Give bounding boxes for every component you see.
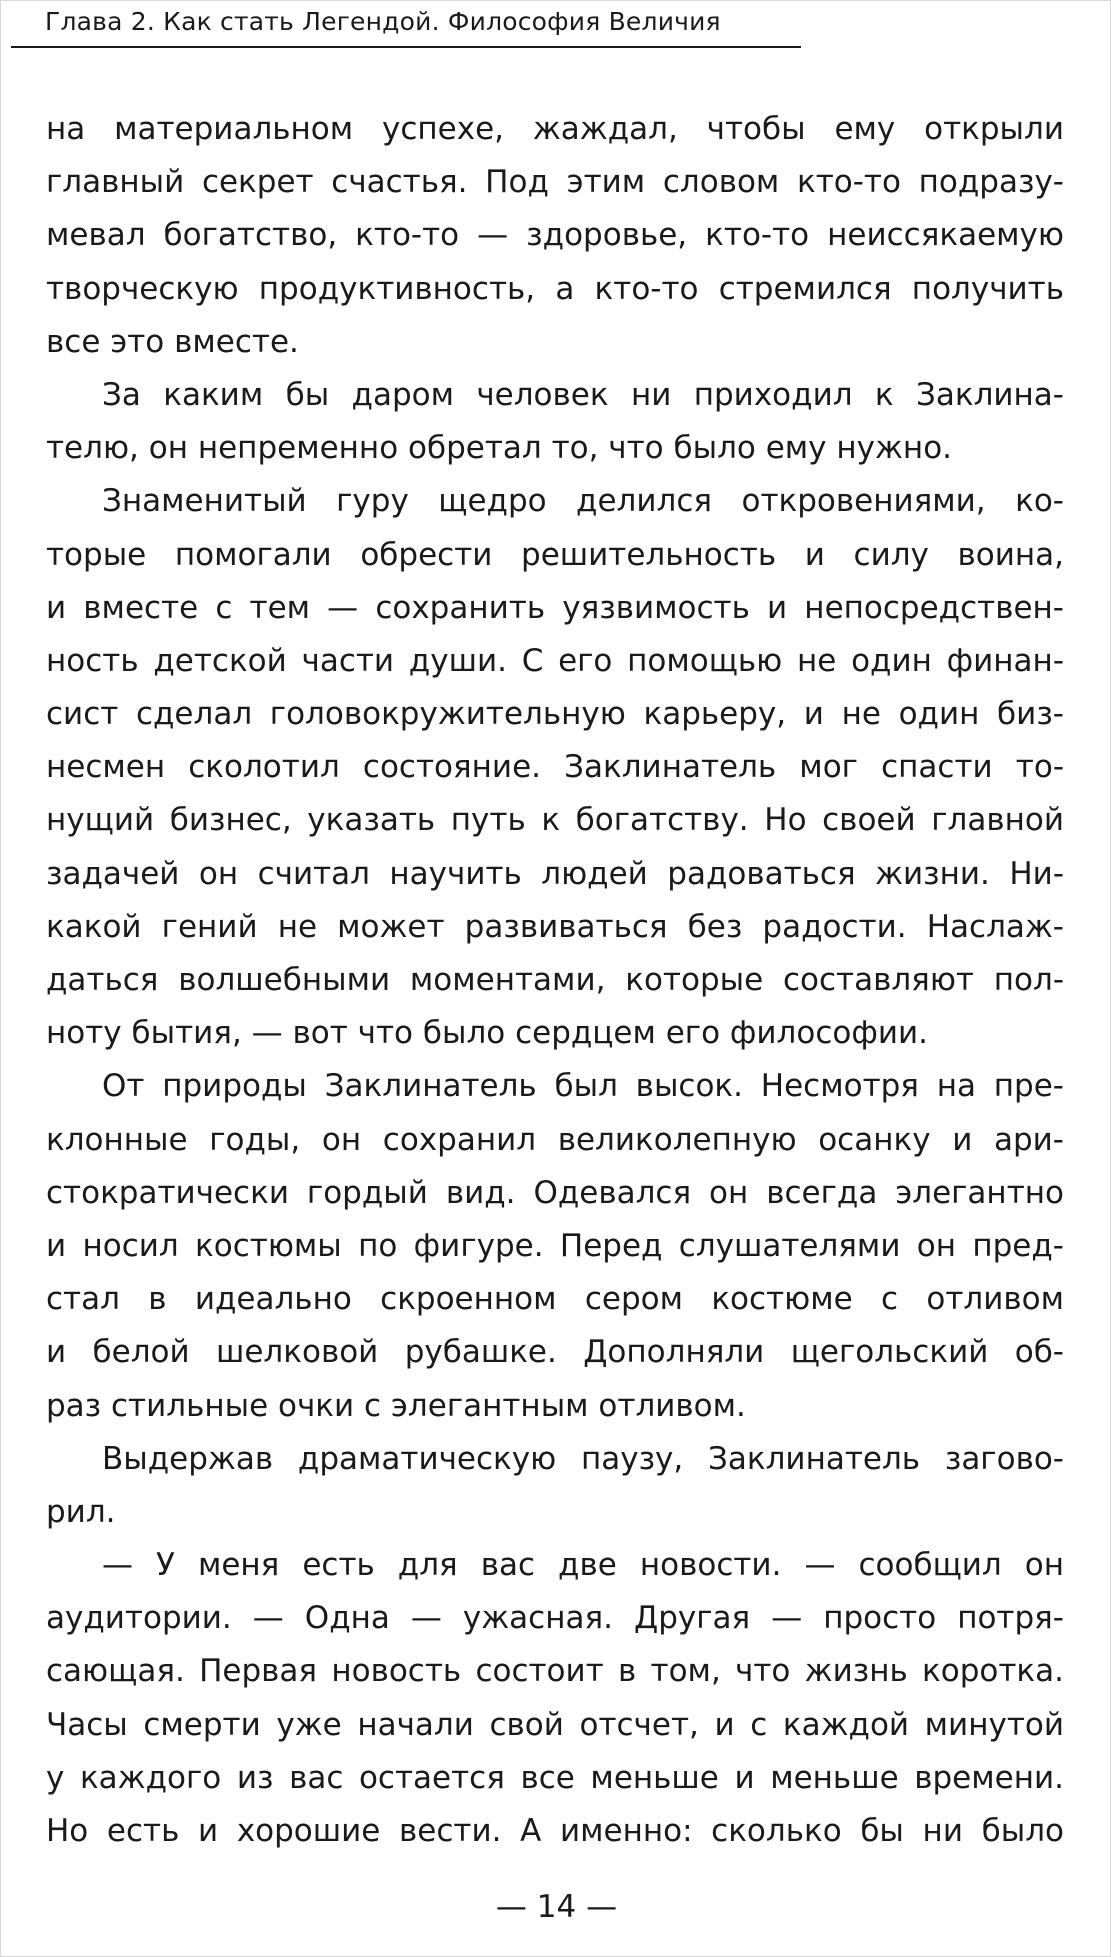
text-line: — У меня есть для вас две новости. — сообщил он bbox=[102, 1547, 1064, 1584]
text-line: торые помогали обрести решительность и силу воина, bbox=[46, 536, 1064, 573]
text-line: несмен сколотил состояние. Заклинатель мог спасти то- bbox=[46, 749, 1064, 786]
text-line: какой гений не может развиваться без радости. Наслаж- bbox=[46, 908, 1064, 945]
chapter-title: Глава 2. Как стать Легендой. Философия Величия bbox=[45, 7, 721, 36]
text-line: и носил костюмы по фигуре. Перед слушателями он пред- bbox=[46, 1227, 1064, 1264]
text-line: Часы смерти уже начали свой отсчет, и с каждой минутой bbox=[46, 1706, 1064, 1743]
text-line: стал в идеально скроенном сером костюме с отливом bbox=[46, 1281, 1064, 1318]
running-header bbox=[11, 7, 801, 48]
text-line: Но есть и хорошие вести. А именно: сколько бы ни было bbox=[46, 1813, 1064, 1849]
text-line: телю, он непременно обретал то, что было ему нужно. bbox=[46, 430, 953, 467]
text-line: рил. bbox=[46, 1493, 116, 1530]
text-line: раз стильные очки с элегантным отливом. bbox=[46, 1387, 746, 1424]
text-line: и белой шелковой рубашке. Дополняли щегольский об- bbox=[46, 1334, 1064, 1371]
text-line: мевал богатство, кто-то — здоровье, кто-то неиссякаемую bbox=[46, 217, 1064, 254]
text-line: Знаменитый гуру щедро делился откровениями, ко- bbox=[102, 483, 1064, 520]
text-line: Выдержав драматическую паузу, Заклинатель загово- bbox=[102, 1440, 1064, 1477]
body-text bbox=[46, 103, 1064, 1858]
text-line: на материальном успехе, жаждал, чтобы ему открыли bbox=[46, 111, 1064, 147]
text-line: творческую продуктивность, а кто-то стремился получить bbox=[46, 270, 1064, 307]
text-line: ность детской части души. С его помощью не один финан- bbox=[46, 642, 1064, 679]
text-line: все это вместе. bbox=[46, 323, 299, 360]
text-line: ноту бытия, — вот что было сердцем его философии. bbox=[46, 1015, 928, 1052]
text-line: сист сделал головокружительную карьеру, и не один биз- bbox=[46, 696, 1064, 733]
text-line: сающая. Первая новость состоит в том, что жизнь коротка. bbox=[46, 1653, 1064, 1690]
page-number: — 14 — bbox=[495, 1889, 618, 1925]
text-line: даться волшебными моментами, которые составляют пол- bbox=[46, 962, 1064, 998]
text-line: главный секрет счастья. Под этим словом кто-то подразу- bbox=[46, 164, 1064, 201]
text-line: За каким бы даром человек ни приходил к Заклина- bbox=[102, 376, 1064, 413]
text-line: стократически гордый вид. Одевался он всегда элегантно bbox=[46, 1174, 1064, 1211]
text-line: клонные годы, он сохранил великолепную осанку и ари- bbox=[46, 1121, 1064, 1158]
text-line: аудитории. — Одна — ужасная. Другая — просто потря- bbox=[46, 1600, 1064, 1637]
text-line: нущий бизнес, указать путь к богатству. Но своей главной bbox=[46, 802, 1064, 839]
text-line: и вместе с тем — сохранить уязвимость и непосредствен- bbox=[46, 589, 1064, 626]
text-line: задачей он считал научить людей радоваться жизни. Ни- bbox=[46, 855, 1064, 892]
text-line: От природы Заклинатель был высок. Несмотря на пре- bbox=[102, 1068, 1064, 1105]
text-line: у каждого из вас остается все меньше и меньше времени. bbox=[46, 1759, 1064, 1796]
